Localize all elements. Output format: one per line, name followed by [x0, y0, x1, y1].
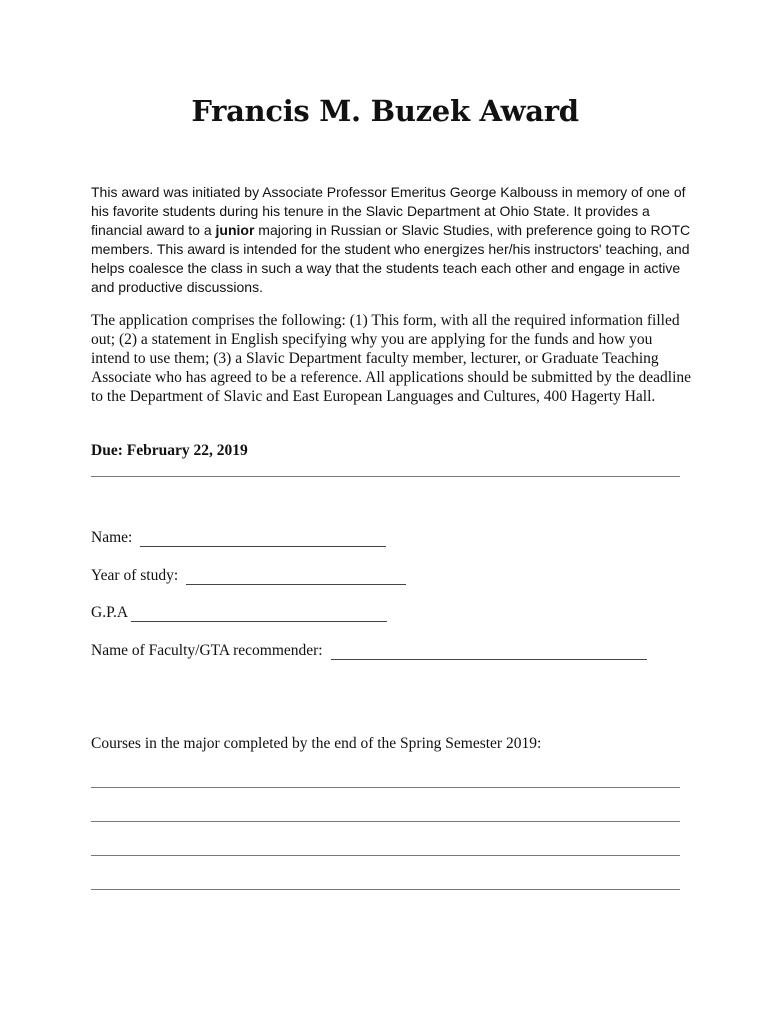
- gpa-label: G.P.A: [91, 604, 129, 621]
- name-blank[interactable]: [140, 532, 386, 547]
- courses-label: Courses in the major completed by the end of the Spring Semester 2019:: [91, 735, 542, 752]
- recommender-blank[interactable]: [331, 645, 647, 660]
- award-description-bold: junior: [215, 222, 255, 238]
- application-instructions: The application comprises the following: (1) This form, with all the required information filled out; (2) a statement in English specifying why you are applying for the funds and how you intend to use them; (3) a Slavic Department faculty member, lecturer, or Graduate Teaching Associate who has agreed to be a reference. All applications should be submitted by the deadline to the Department of Slavic and East European Languages and Cultures, 400 Hagerty Hall.: [91, 312, 692, 405]
- recommender-label: Name of Faculty/GTA recommender:: [91, 642, 323, 659]
- name-field[interactable]: [91, 529, 386, 547]
- section-divider: [91, 476, 680, 477]
- year-of-study-label: Year of study:: [91, 567, 179, 584]
- courses-line-4[interactable]: [91, 889, 680, 890]
- name-label: Name:: [91, 529, 133, 546]
- gpa-blank[interactable]: [131, 607, 387, 622]
- courses-line-1[interactable]: [91, 787, 680, 788]
- award-description-text-2: majoring in Russian or Slavic Studies, with preference going to ROTC members. This award is intended for the student who energizes her/his instructors' teaching, and helps coalesce the class in such a way that the students teach each other and engage in active and productive discussions.: [91, 222, 691, 295]
- courses-line-3[interactable]: [91, 855, 680, 856]
- courses-line-2[interactable]: [91, 821, 680, 822]
- page-title: Francis M. Buzek Award: [191, 94, 579, 128]
- due-date: Due: February 22, 2019: [91, 442, 248, 459]
- gpa-field[interactable]: [91, 604, 387, 622]
- year-of-study-field[interactable]: [91, 567, 406, 585]
- award-description-text-1: This award was initiated by Associate Professor Emeritus George Kalbouss in memory of one of his favorite students during his tenure in the Slavic Department at Ohio State. It provides a financial award to a: [91, 184, 686, 238]
- recommender-field[interactable]: [91, 642, 647, 660]
- award-description: [91, 183, 691, 297]
- year-of-study-blank[interactable]: [186, 570, 406, 585]
